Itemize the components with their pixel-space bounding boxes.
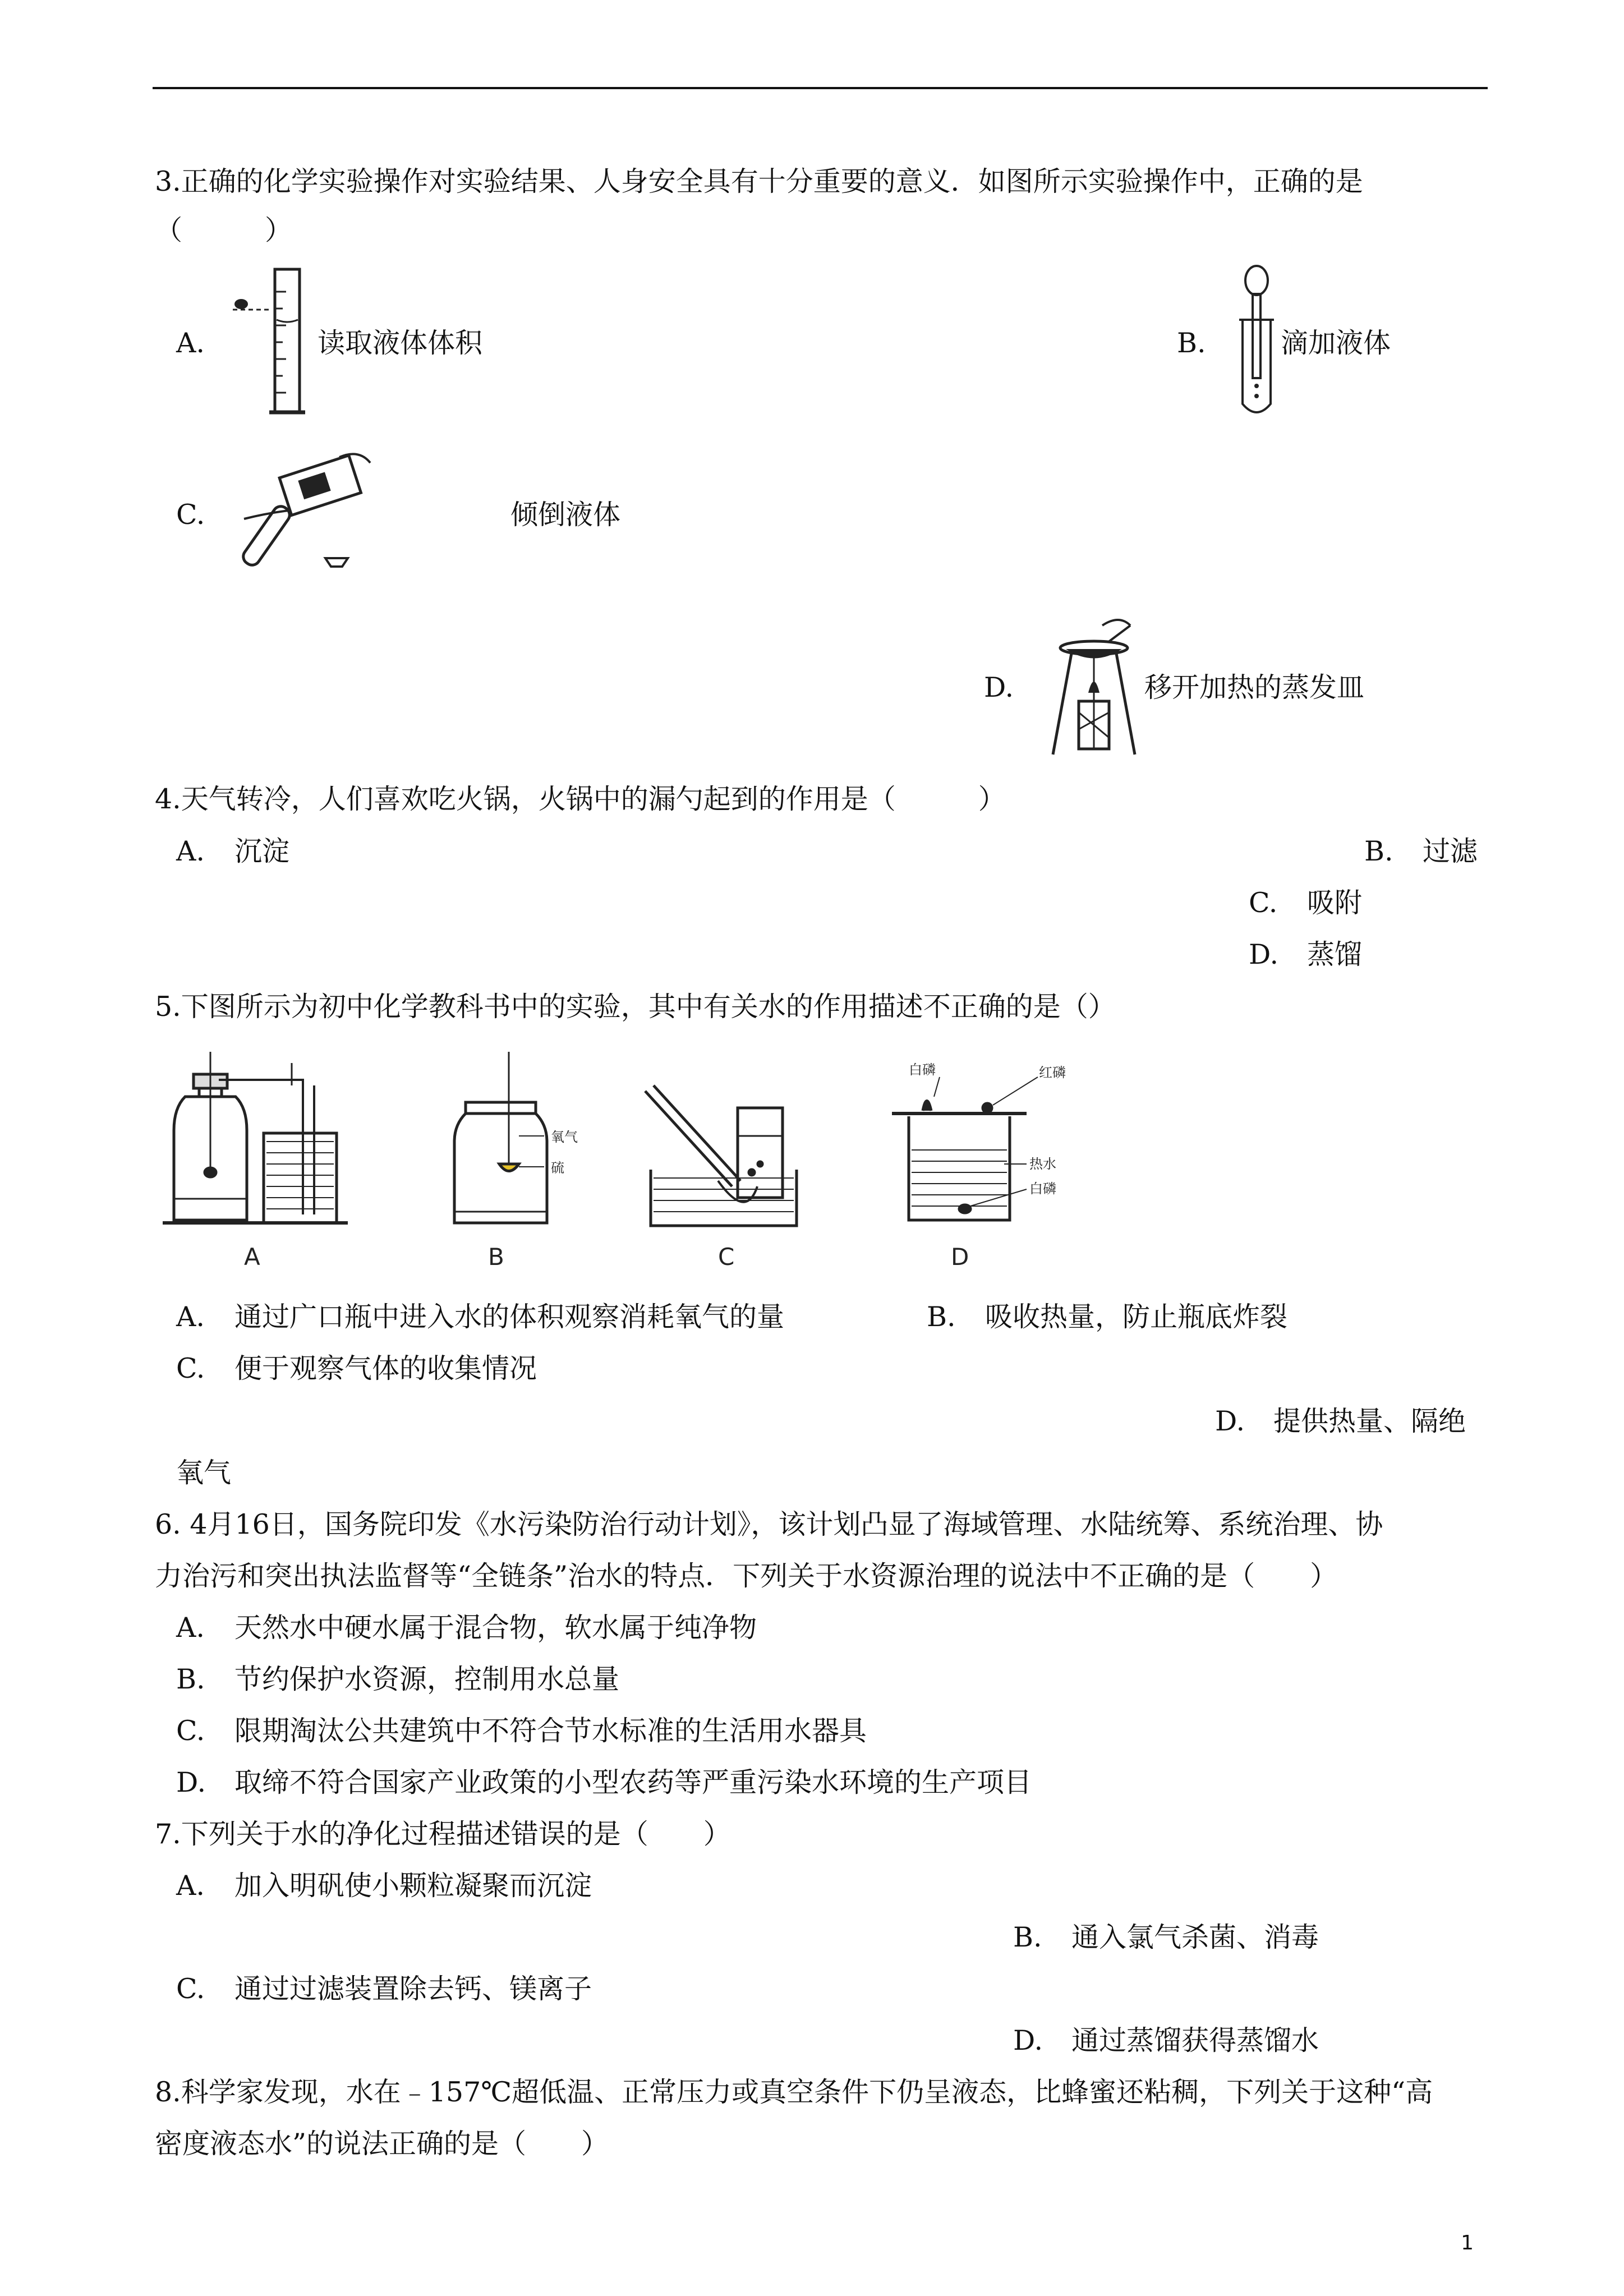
q5-stem: 5.下图所示为初中化学教科书中的实验，其中有关水的作用描述不正确的是（） xyxy=(155,991,1116,1023)
q6-option-a-text: 天然水中硬水属于混合物，软水属于纯净物 xyxy=(234,1612,757,1644)
q3-stem-line2: （ ） xyxy=(155,214,293,246)
q5-option-c-letter: C. xyxy=(176,1352,205,1384)
q6-option-c-text: 限期淘汰公共建筑中不符合节水标准的生活用水器具 xyxy=(234,1715,867,1747)
q3-option-d-text: 移开加热的蒸发皿 xyxy=(1144,671,1365,703)
q5-option-d-text-wrap: 氧气 xyxy=(176,1457,232,1489)
q5-option-a-letter: A. xyxy=(176,1301,205,1333)
q5-option-a-text: 通过广口瓶中进入水的体积观察消耗氧气的量 xyxy=(234,1301,785,1333)
q7-option-a-letter: A. xyxy=(176,1870,205,1902)
q3-stem-line1: 3.正确的化学实验操作对实验结果、人身安全具有十分重要的意义．如图所示实验操作中，正确的是 xyxy=(155,165,1363,197)
q5-figure-d-red-phosphorus-label: 红磷 xyxy=(1039,1065,1066,1080)
header-rule xyxy=(153,87,1488,89)
q7-stem: 7.下列关于水的净化过程描述错误的是（ ） xyxy=(155,1818,731,1850)
q8-stem-line1: 8.科学家发现，水在﹣157℃超低温、正常压力或真空条件下仍呈液态，比蜂蜜还粘稠，下列关于这种“高 xyxy=(155,2076,1433,2108)
q4-option-a-letter: A. xyxy=(176,835,205,867)
q7-option-a-text: 加入明矾使小颗粒凝聚而沉淀 xyxy=(234,1870,592,1902)
q6-option-b-letter: B. xyxy=(176,1663,205,1695)
q5-option-d-letter: D. xyxy=(1215,1405,1245,1437)
q7-option-c-letter: C. xyxy=(176,1973,205,2005)
q5-figure-b xyxy=(454,1052,547,1223)
q4-option-c-text: 吸附 xyxy=(1307,887,1363,919)
q5-figure-d-hot-water-label: 热水 xyxy=(1029,1156,1056,1172)
q3-option-b-letter: B. xyxy=(1177,327,1206,359)
q5-figure-d xyxy=(892,1077,1038,1220)
q3-option-c-letter: C. xyxy=(176,499,205,531)
q6-option-c-letter: C. xyxy=(176,1715,205,1747)
q5-label-b: B xyxy=(488,1243,504,1271)
q6-option-d-letter: D. xyxy=(176,1766,206,1798)
q4-option-d-letter: D. xyxy=(1249,938,1279,970)
q5-figure-b-sulfur-label: 硫 xyxy=(551,1160,564,1176)
q5-figure-a xyxy=(163,1052,348,1223)
q3-option-a-letter: A. xyxy=(176,327,205,359)
q7-option-b-text: 通入氯气杀菌、消毒 xyxy=(1071,1921,1319,1953)
q5-option-d-text: 提供热量、隔绝 xyxy=(1273,1405,1466,1437)
q7-option-c-text: 通过过滤装置除去钙、镁离子 xyxy=(234,1973,592,2005)
q3-option-b-text: 滴加液体 xyxy=(1281,327,1391,359)
q5-figure-b-oxygen-label: 氧气 xyxy=(551,1129,578,1145)
q6-option-b-text: 节约保护水资源，控制用水总量 xyxy=(234,1663,620,1695)
q5-option-b-text: 吸收热量，防止瓶底炸裂 xyxy=(985,1301,1288,1333)
q5-figure-d-white-phosphorus-label-2: 白磷 xyxy=(1029,1181,1056,1197)
q6-option-d-text: 取缔不符合国家产业政策的小型农药等严重污染水环境的生产项目 xyxy=(234,1766,1032,1798)
q3-option-a-text: 读取液体体积 xyxy=(318,327,483,359)
dropper-in-test-tube-icon xyxy=(1231,264,1282,421)
q4-option-b-letter: B. xyxy=(1364,835,1393,867)
q5-figure-c xyxy=(645,1085,797,1226)
q6-stem-line1: 6. 4月16日，国务院印发《水污染防治行动计划》，该计划凸显了海域管理、水陆统筹、系统治理、协 xyxy=(155,1508,1383,1540)
q5-label-c: C xyxy=(718,1243,735,1271)
q5-label-a: A xyxy=(244,1243,260,1271)
q5-option-c-text: 便于观察气体的收集情况 xyxy=(234,1352,537,1384)
q7-option-b-letter: B. xyxy=(1013,1921,1042,1953)
q4-option-a-text: 沉淀 xyxy=(234,835,290,867)
q3-option-d-letter: D. xyxy=(984,671,1014,703)
q5-figure-d-white-phosphorus-label: 白磷 xyxy=(909,1062,936,1078)
q5-label-d: D xyxy=(951,1243,969,1271)
q7-option-d-letter: D. xyxy=(1013,2024,1043,2056)
q8-stem-line2: 密度液态水”的说法正确的是（ ） xyxy=(155,2128,609,2160)
q7-option-d-text: 通过蒸馏获得蒸馏水 xyxy=(1071,2024,1319,2056)
q5-option-b-letter: B. xyxy=(927,1301,956,1333)
q4-option-c-letter: C. xyxy=(1249,887,1278,919)
q4-stem: 4.天气转冷，人们喜欢吃火锅，火锅中的漏勺起到的作用是（ ） xyxy=(155,783,1006,815)
q3-option-c-text: 倾倒液体 xyxy=(510,499,621,531)
page-number: 1 xyxy=(1461,2231,1474,2254)
q4-option-d-text: 蒸馏 xyxy=(1307,938,1363,970)
evaporating-dish-on-tripod-icon xyxy=(1046,609,1142,757)
q6-stem-line2: 力治污和突出执法监督等“全链条”治水的特点．下列关于水资源治理的说法中不正确的是（ ） xyxy=(155,1560,1338,1592)
pouring-reagent-bottle-icon xyxy=(227,446,379,575)
q5-experiment-figure xyxy=(163,1052,1094,1276)
measuring-cylinder-icon xyxy=(224,264,325,421)
q4-option-b-text: 过滤 xyxy=(1423,835,1478,867)
q6-option-a-letter: A. xyxy=(176,1612,205,1644)
